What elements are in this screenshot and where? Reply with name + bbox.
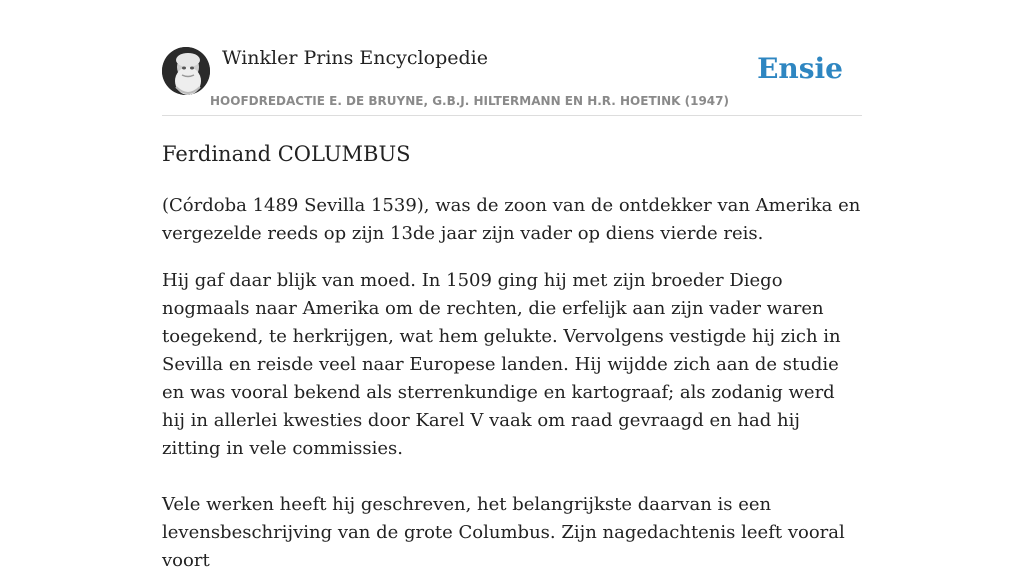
article-paragraph: (Córdoba 1489 Sevilla 1539), was de zoon van de ontdekker van Amerika en vergezelde reeds op zijn 13de jaar zijn vader op diens vierde reis. [162,195,861,244]
author-avatar-icon[interactable] [162,47,210,95]
site-header [162,0,862,116]
editors-subtitle: HOOFDREDACTIE E. DE BRUYNE, G.B.J. HILTERMANN EN H.R. HOETINK (1947) [210,94,729,108]
site-title[interactable]: Winkler Prins Encyclopedie [222,47,488,69]
article-paragraph: Hij gaf daar blijk van moed. In 1509 ging hij met zijn broeder Diego nogmaals naar Amerika om de rechten, die erfelijk aan zijn vader waren toegekend, te herkrijgen, wat hem gelukte. Vervolgens vestigde hij zich in Sevilla en reisde veel naar Europese landen. Hij wijdde zich aan de studie en was vooral bekend als sterrenkundige en kartograaf; als zodanig werd hij in allerlei kwesties door Karel V vaak om raad gevraagd en had hij zitting in vele commissies. [162,270,841,459]
article-body [162,192,862,575]
page [162,0,862,571]
article-paragraph: Vele werken heeft hij geschreven, het belangrijkste daarvan is een levensbeschrijving van de grote Columbus. Zijn nagedachtenis leeft vooral voort [162,494,845,571]
ensie-logo[interactable]: Ensie [757,52,843,85]
article-title: Ferdinand COLUMBUS [162,142,411,166]
bearded-man-portrait-icon [162,47,210,95]
